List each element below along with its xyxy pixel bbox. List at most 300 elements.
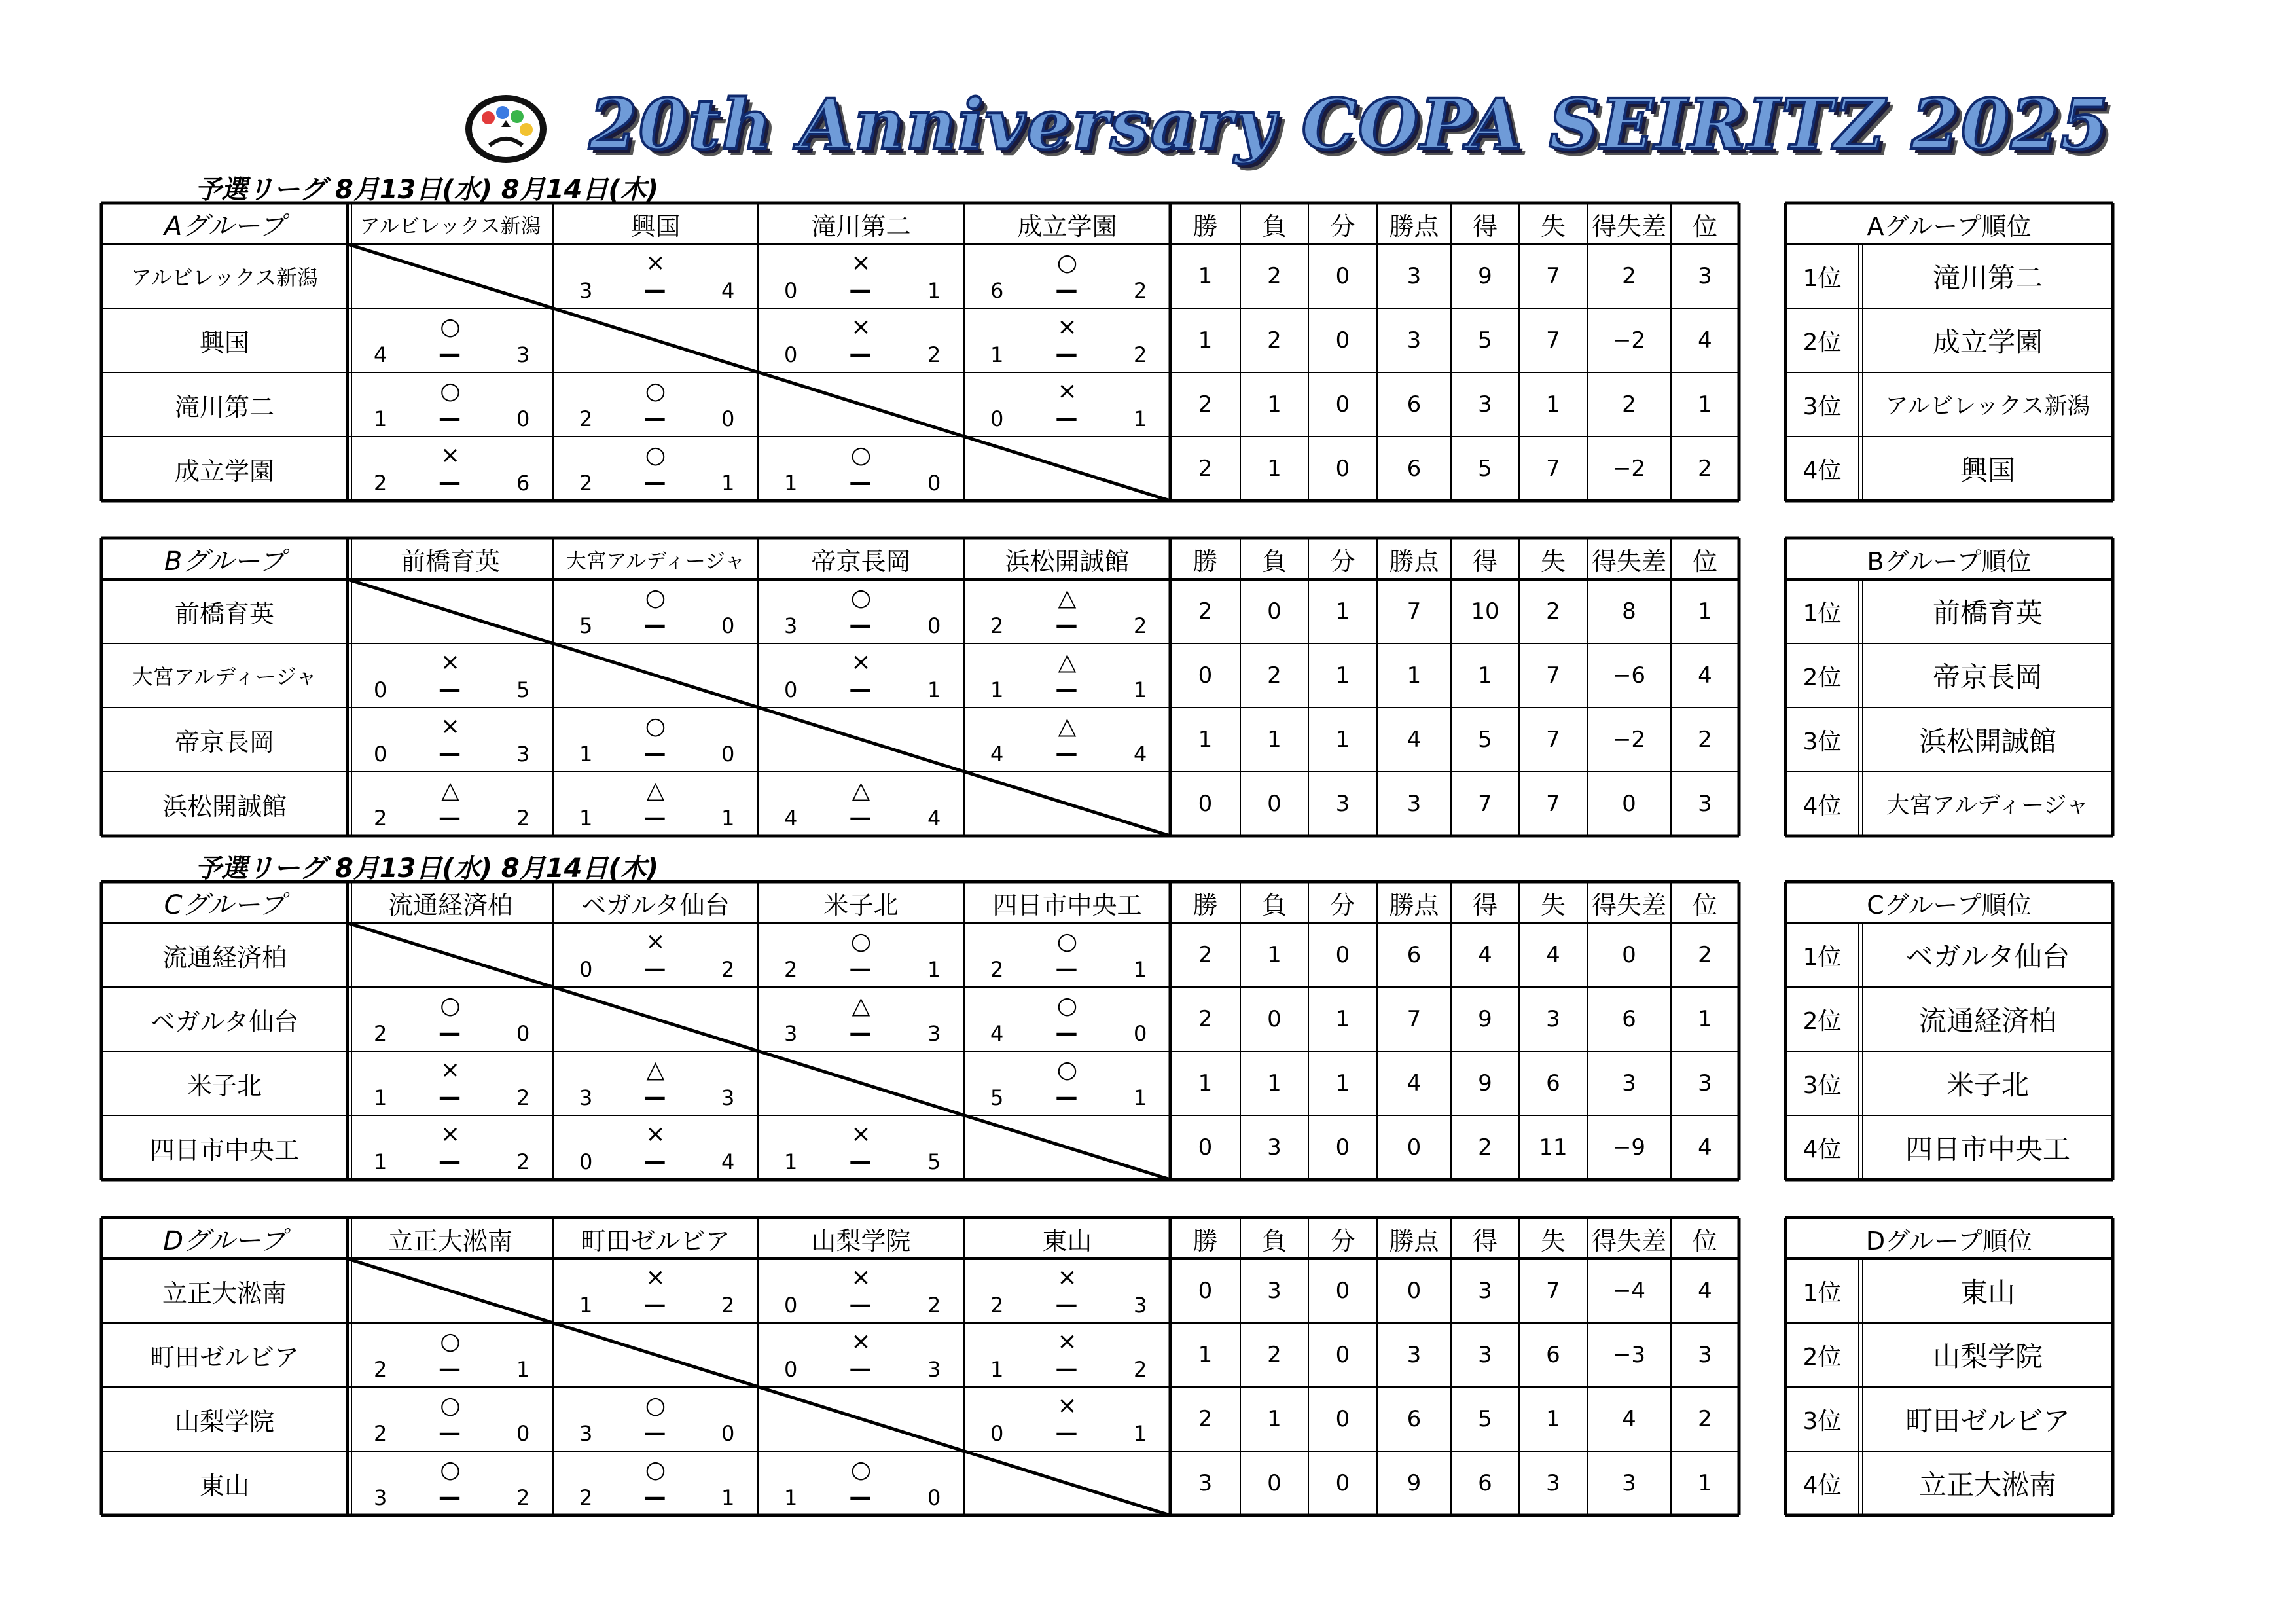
stat-value: −6 (1612, 662, 1646, 689)
stat-value: 3 (1478, 1342, 1492, 1368)
stat-value: 1 (1198, 1342, 1213, 1368)
stat-header: 勝点 (1389, 212, 1439, 241)
score-away: 1 (1134, 1085, 1147, 1110)
stat-value: 0 (1335, 1134, 1350, 1161)
row-team-name: 四日市中央工 (149, 1135, 299, 1164)
result-mark: ○ (645, 1456, 666, 1483)
column-team-header: 成立学園 (1017, 212, 1117, 241)
stat-value: 0 (1335, 1342, 1350, 1368)
column-team-header: 立正大淞南 (387, 1227, 512, 1255)
stat-value: 7 (1407, 1006, 1422, 1032)
column-team-header: 四日市中央工 (992, 891, 1142, 920)
score-home: 1 (374, 406, 387, 431)
score-away: 0 (927, 1485, 941, 1510)
stat-value: 1 (1698, 1470, 1712, 1496)
stat-value: 5 (1478, 327, 1492, 353)
stat-value: 6 (1407, 1406, 1422, 1432)
score-dash: — (1055, 676, 1078, 702)
result-mark: × (1057, 1328, 1077, 1355)
stat-value: 1 (1335, 1006, 1350, 1032)
column-team-header: 山梨学院 (811, 1227, 911, 1255)
column-team-header: 前橋育英 (400, 547, 500, 576)
score-home: 5 (579, 613, 593, 638)
rank-place: 2位 (1803, 664, 1842, 691)
result-mark: ○ (440, 992, 461, 1019)
stat-value: −3 (1612, 1342, 1646, 1368)
stat-value: 6 (1407, 391, 1422, 418)
rank-team: アルビレックス新潟 (1885, 393, 2090, 420)
stat-header: 勝 (1193, 891, 1218, 920)
result-mark: ○ (850, 442, 872, 469)
column-team-header: 滝川第二 (811, 212, 911, 241)
result-mark: ○ (440, 1456, 461, 1483)
result-mark: × (645, 1121, 666, 1147)
league-label: 予選リーグ (195, 175, 326, 205)
score-home: 2 (579, 406, 593, 431)
stat-value: 3 (1407, 263, 1422, 289)
stat-value: 2 (1622, 263, 1636, 289)
score-away: 1 (927, 957, 941, 982)
rank-team: 帝京長岡 (1932, 661, 2043, 693)
stat-header: 得 (1472, 1227, 1498, 1255)
stat-value: 10 (1471, 598, 1499, 624)
score-dash: — (849, 1148, 872, 1174)
stat-value: 3 (1267, 1278, 1282, 1304)
result-mark: × (440, 713, 461, 740)
score-away: 1 (721, 471, 735, 496)
result-mark: ○ (645, 1392, 666, 1419)
score-dash: — (439, 1148, 461, 1174)
score-home: 3 (784, 613, 798, 638)
score-dash: — (643, 277, 666, 303)
score-home: 1 (990, 342, 1004, 367)
score-dash: — (849, 469, 872, 496)
rank-team: 四日市中央工 (1905, 1133, 2070, 1165)
stat-value: 2 (1622, 391, 1636, 418)
score-away: 2 (1134, 613, 1147, 638)
rank-place: 3位 (1803, 728, 1842, 755)
stat-value: 4 (1478, 942, 1492, 968)
stat-value: 2 (1478, 1134, 1492, 1161)
stat-header: 勝 (1193, 547, 1218, 576)
stat-value: 6 (1478, 1470, 1492, 1496)
stat-header: 負 (1261, 891, 1287, 920)
rank-place: 1位 (1803, 600, 1842, 627)
score-home: 4 (374, 342, 387, 367)
score-home: 2 (784, 957, 798, 982)
league-dates: 8月13日(水) 8月14日(木) (334, 175, 658, 205)
score-dash: — (439, 740, 461, 767)
stat-header: 負 (1261, 212, 1287, 241)
stat-value: 2 (1267, 263, 1282, 289)
stat-value: 3 (1698, 1342, 1712, 1368)
score-away: 2 (1134, 342, 1147, 367)
result-mark: ○ (440, 378, 461, 405)
stat-value: 7 (1546, 791, 1560, 817)
rank-team: 成立学園 (1932, 326, 2043, 358)
score-away: 0 (721, 406, 735, 431)
score-dash: — (1055, 1084, 1078, 1110)
stat-value: 2 (1698, 1406, 1712, 1432)
score-home: 3 (579, 278, 593, 303)
column-team-header: ベガルタ仙台 (581, 891, 730, 920)
rank-team: 大宮アルディージャ (1886, 793, 2089, 819)
result-mark: × (1057, 378, 1077, 405)
score-dash: — (643, 1484, 666, 1510)
rank-place: 4位 (1803, 457, 1842, 484)
row-team-name: アルビレックス新潟 (130, 265, 319, 290)
score-dash: — (849, 1020, 872, 1046)
result-mark: ○ (645, 713, 666, 740)
rank-team: 立正大淞南 (1918, 1469, 2056, 1501)
stat-value: 3 (1622, 1470, 1636, 1496)
result-mark: ○ (850, 1456, 872, 1483)
score-home: 0 (990, 1421, 1004, 1446)
score-home: 3 (374, 1485, 387, 1510)
stat-value: 2 (1198, 598, 1213, 624)
score-dash: — (643, 405, 666, 431)
column-team-header: 大宮アルディージャ (565, 550, 745, 573)
score-away: 0 (516, 1421, 530, 1446)
group-b (0, 537, 2296, 840)
ranking-title: Cグループ順位 (1867, 891, 2032, 920)
score-away: 4 (721, 1149, 735, 1174)
stat-value: 3 (1478, 1278, 1492, 1304)
score-home: 3 (784, 1021, 798, 1046)
stat-value: 7 (1546, 263, 1560, 289)
result-mark: ○ (850, 585, 872, 611)
stat-header: 勝 (1193, 212, 1218, 241)
stat-value: 3 (1546, 1006, 1560, 1032)
ranking-title: Bグループ順位 (1867, 547, 2032, 576)
score-dash: — (1055, 956, 1078, 982)
stat-value: 3 (1546, 1470, 1560, 1496)
group-d (0, 1216, 2296, 1519)
result-mark: ○ (1056, 1056, 1078, 1083)
stat-value: 0 (1335, 263, 1350, 289)
stat-value: 3 (1267, 1134, 1282, 1161)
score-home: 1 (579, 806, 593, 831)
score-home: 3 (579, 1085, 593, 1110)
stat-header: 分 (1330, 891, 1355, 920)
stat-value: 3 (1698, 791, 1712, 817)
rank-team: 町田ゼルビア (1905, 1405, 2070, 1437)
score-home: 2 (374, 471, 387, 496)
row-team-name: 興国 (199, 328, 249, 357)
score-dash: — (439, 1020, 461, 1046)
stat-value: −4 (1612, 1278, 1646, 1304)
row-team-name: 成立学園 (174, 456, 274, 486)
stat-value: 1 (1267, 1070, 1282, 1096)
score-dash: — (439, 1356, 461, 1382)
result-mark: × (851, 649, 871, 676)
score-home: 1 (784, 1149, 798, 1174)
score-away: 2 (516, 1485, 530, 1510)
stat-value: 7 (1478, 791, 1492, 817)
score-dash: — (849, 1356, 872, 1382)
stat-value: 0 (1335, 327, 1350, 353)
stat-header: 負 (1261, 547, 1287, 576)
score-away: 1 (927, 278, 941, 303)
rank-team: 興国 (1960, 454, 2015, 486)
score-away: 2 (1134, 1357, 1147, 1382)
column-team-header: 興国 (630, 212, 681, 241)
stat-header: 失 (1540, 1227, 1566, 1255)
group-name: Bグループ (164, 547, 285, 577)
score-away: 3 (927, 1021, 941, 1046)
score-home: 1 (374, 1085, 387, 1110)
stat-value: 1 (1335, 1070, 1350, 1096)
stat-header: 失 (1540, 891, 1566, 920)
stat-value: 1 (1198, 263, 1213, 289)
score-home: 2 (374, 1357, 387, 1382)
row-team-name: 浜松開誠館 (162, 791, 287, 821)
stat-value: 0 (1335, 391, 1350, 418)
score-away: 2 (1134, 278, 1147, 303)
stat-value: 3 (1698, 263, 1712, 289)
stat-value: 8 (1622, 598, 1636, 624)
score-away: 1 (721, 1485, 735, 1510)
stat-value: 0 (1267, 598, 1282, 624)
stat-header: 勝点 (1389, 547, 1439, 576)
rank-team: 流通経済柏 (1918, 1005, 2056, 1037)
stat-header: 分 (1330, 1227, 1355, 1255)
score-home: 2 (990, 957, 1004, 982)
score-home: 0 (579, 1149, 593, 1174)
stat-value: 4 (1698, 662, 1712, 689)
stat-header: 得失差 (1591, 212, 1666, 241)
result-mark: ○ (440, 314, 461, 340)
score-dash: — (849, 277, 872, 303)
score-away: 6 (516, 471, 530, 496)
result-mark: △ (441, 777, 459, 804)
stat-value: −9 (1612, 1134, 1646, 1161)
score-away: 5 (516, 677, 530, 702)
score-away: 2 (721, 1293, 735, 1318)
rank-team: 前橋育英 (1932, 597, 2043, 629)
score-home: 2 (990, 1293, 1004, 1318)
score-home: 2 (990, 613, 1004, 638)
score-dash: — (439, 676, 461, 702)
page-title: 20th Anniversary COPA SEIRITZ 2025 (589, 83, 2110, 165)
score-dash: — (1055, 1420, 1078, 1446)
result-mark: ○ (440, 1392, 461, 1419)
stat-value: 3 (1622, 1070, 1636, 1096)
column-team-header: 町田ゼルビア (581, 1227, 730, 1255)
row-team-name: 大宮アルディージャ (132, 664, 317, 689)
score-away: 3 (721, 1085, 735, 1110)
stat-value: 1 (1698, 391, 1712, 418)
score-away: 1 (1134, 957, 1147, 982)
stat-value: 0 (1198, 1134, 1213, 1161)
row-team-name: ベガルタ仙台 (150, 1007, 299, 1036)
stat-value: 0 (1407, 1278, 1422, 1304)
result-mark: △ (852, 777, 870, 804)
score-away: 1 (1134, 406, 1147, 431)
rank-place: 4位 (1803, 1471, 1842, 1499)
score-home: 0 (374, 742, 387, 767)
result-mark: × (440, 1056, 461, 1083)
score-away: 0 (721, 613, 735, 638)
row-team-name: 前橋育英 (174, 599, 274, 628)
column-team-header: 東山 (1042, 1227, 1092, 1255)
result-mark: × (851, 1121, 871, 1147)
rank-place: 1位 (1803, 264, 1842, 292)
score-dash: — (439, 804, 461, 831)
league-gap (326, 854, 335, 884)
league-gap (326, 175, 335, 205)
stat-header: 位 (1692, 1227, 1717, 1255)
stat-value: 1 (1335, 598, 1350, 624)
stat-value: 0 (1267, 791, 1282, 817)
result-mark: △ (646, 1056, 665, 1083)
stat-header: 失 (1540, 212, 1566, 241)
stat-value: 5 (1478, 727, 1492, 753)
rank-team: 米子北 (1946, 1069, 2029, 1101)
score-home: 2 (579, 471, 593, 496)
result-mark: × (645, 928, 666, 955)
score-dash: — (643, 804, 666, 831)
rank-place: 1位 (1803, 1279, 1842, 1307)
group-a (0, 202, 2296, 505)
row-team-name: 流通経済柏 (162, 943, 287, 972)
stat-value: 4 (1698, 327, 1712, 353)
stat-value: 3 (1198, 1470, 1213, 1496)
stat-value: 7 (1407, 598, 1422, 624)
score-dash: — (1055, 1020, 1078, 1046)
stat-value: 2 (1198, 456, 1213, 482)
score-away: 4 (927, 806, 941, 831)
score-dash: — (439, 1484, 461, 1510)
stat-value: 1 (1698, 598, 1712, 624)
stat-value: 9 (1478, 1070, 1492, 1096)
result-mark: ○ (1056, 249, 1078, 276)
score-dash: — (849, 956, 872, 982)
score-away: 1 (1134, 1421, 1147, 1446)
result-mark: ○ (1056, 928, 1078, 955)
rank-team: 浜松開誠館 (1918, 725, 2056, 757)
result-mark: × (851, 314, 871, 340)
result-mark: × (851, 1328, 871, 1355)
score-dash: — (1055, 341, 1078, 367)
stat-value: 1 (1198, 327, 1213, 353)
score-away: 2 (927, 1293, 941, 1318)
rank-place: 2位 (1803, 1007, 1842, 1035)
stat-value: 3 (1698, 1070, 1712, 1096)
stat-value: 4 (1546, 942, 1560, 968)
stat-value: 9 (1478, 1006, 1492, 1032)
score-home: 6 (990, 278, 1004, 303)
rank-team: 東山 (1960, 1276, 2015, 1308)
league-dates: 8月13日(水) 8月14日(木) (334, 854, 658, 884)
league-date-label (195, 169, 658, 206)
row-team-name: 帝京長岡 (174, 727, 274, 757)
rank-place: 4位 (1803, 1136, 1842, 1163)
rank-place: 1位 (1803, 943, 1842, 971)
stat-value: 0 (1267, 1470, 1282, 1496)
score-away: 0 (927, 471, 941, 496)
result-mark: △ (1058, 585, 1077, 611)
stat-value: 1 (1546, 1406, 1560, 1432)
result-mark: × (645, 249, 666, 276)
stat-header: 位 (1692, 547, 1717, 576)
stat-value: 0 (1622, 942, 1636, 968)
score-home: 0 (784, 278, 798, 303)
league-date-label (195, 848, 658, 885)
seiritz-logo (463, 93, 548, 165)
score-away: 3 (516, 342, 530, 367)
stat-value: 2 (1267, 662, 1282, 689)
score-dash: — (643, 1148, 666, 1174)
stat-value: 6 (1546, 1070, 1560, 1096)
result-mark: × (440, 1121, 461, 1147)
score-away: 2 (516, 806, 530, 831)
score-dash: — (849, 676, 872, 702)
stat-value: 1 (1267, 942, 1282, 968)
score-dash: — (439, 1084, 461, 1110)
score-home: 2 (374, 806, 387, 831)
stat-value: 0 (1335, 1470, 1350, 1496)
score-dash: — (643, 1420, 666, 1446)
stat-value: 1 (1335, 662, 1350, 689)
result-mark: ○ (850, 928, 872, 955)
score-away: 2 (721, 957, 735, 982)
stat-value: 0 (1622, 791, 1636, 817)
score-home: 4 (990, 1021, 1004, 1046)
stat-value: 0 (1198, 1278, 1213, 1304)
rank-place: 3位 (1803, 393, 1842, 420)
stat-header: 位 (1692, 212, 1717, 241)
column-team-header: 浜松開誠館 (1005, 547, 1130, 576)
stat-value: 5 (1478, 1406, 1492, 1432)
stat-value: −2 (1612, 456, 1646, 482)
result-mark: × (440, 649, 461, 676)
rank-team: 滝川第二 (1932, 262, 2043, 294)
stat-value: 3 (1407, 1342, 1422, 1368)
score-home: 2 (579, 1485, 593, 1510)
stat-value: 6 (1546, 1342, 1560, 1368)
score-dash: — (1055, 612, 1078, 638)
score-home: 0 (784, 1357, 798, 1382)
stat-value: 4 (1407, 727, 1422, 753)
score-dash: — (439, 469, 461, 496)
stat-value: 6 (1407, 456, 1422, 482)
group-name: Aグループ (164, 211, 285, 242)
stat-value: 3 (1407, 327, 1422, 353)
stat-value: 1 (1267, 456, 1282, 482)
score-home: 0 (784, 342, 798, 367)
score-away: 1 (516, 1357, 530, 1382)
stat-value: 2 (1198, 1406, 1213, 1432)
score-home: 0 (784, 677, 798, 702)
score-away: 2 (516, 1149, 530, 1174)
stat-value: 0 (1335, 1406, 1350, 1432)
stat-value: 1 (1267, 727, 1282, 753)
score-away: 0 (1134, 1021, 1147, 1046)
stat-value: 5 (1478, 456, 1492, 482)
score-dash: — (1055, 277, 1078, 303)
result-mark: △ (646, 777, 665, 804)
stat-value: 1 (1407, 662, 1422, 689)
row-team-name: 東山 (199, 1471, 249, 1500)
stat-value: 4 (1698, 1278, 1712, 1304)
score-away: 1 (927, 677, 941, 702)
score-away: 4 (721, 278, 735, 303)
score-away: 5 (927, 1149, 941, 1174)
stat-value: 4 (1622, 1406, 1636, 1432)
stat-value: 2 (1267, 1342, 1282, 1368)
stat-header: 分 (1330, 212, 1355, 241)
